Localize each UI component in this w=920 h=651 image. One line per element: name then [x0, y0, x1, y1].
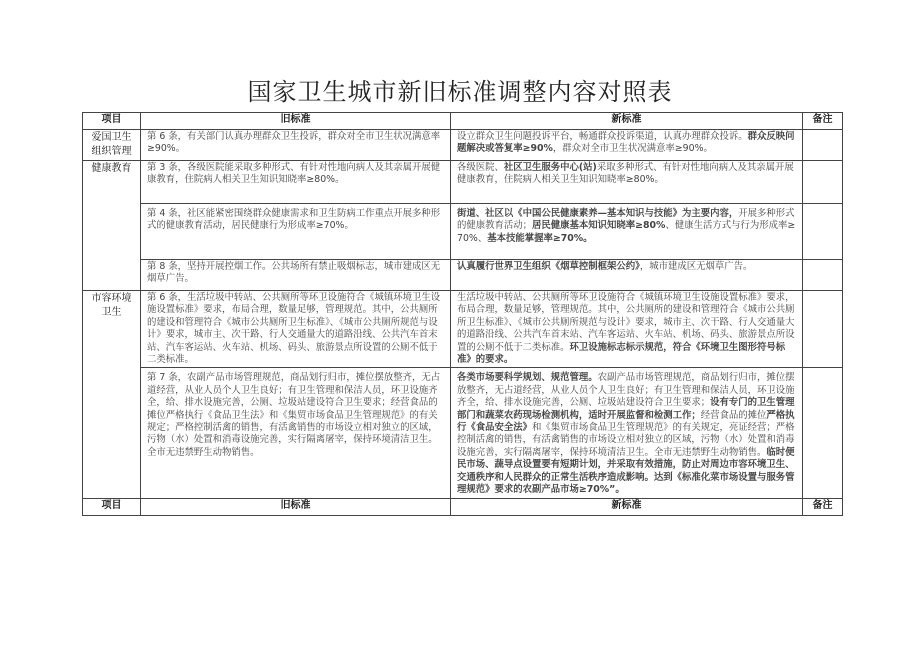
old-standard-cell: 第 8 条，坚持开展控烟工作。公共场所有禁止吸烟标志，城市建成区无烟草广告。	[141, 260, 451, 291]
footer-old: 旧标准	[141, 498, 451, 515]
note-cell	[803, 291, 843, 368]
table-row	[83, 291, 843, 368]
new-standard-cell: 设立群众卫生问题投诉平台，畅通群众投诉渠道，认真办理群众投诉。群众反映问题解决或答复率≥90%，群众对全市卫生状况满意率≥90%。	[451, 130, 803, 161]
header-project: 项目	[83, 113, 141, 130]
table-row	[83, 161, 843, 204]
note-cell	[803, 130, 843, 161]
project-cell: 市容环境卫生	[83, 291, 141, 499]
new-standard-cell: 生活垃圾中转站、公共厕所等环卫设施符合《城镇环境卫生设施设置标准》要求，布局合理，数量足够，管理规范。其中，公共厕所的建设和管理符合《城市公共厕所卫生标准》、《城市公共厕所规范与设计》要求，城市主、次干路、行人交通量大的道路沿线、公共汽车首末站、汽车客运站、火车站、机场、码头、旅游景点所设置的公厕不低于二类标准。环卫设施标志标示规范，符合《环境卫生图形符号标准》的要求。	[451, 291, 803, 368]
table-row	[83, 204, 843, 260]
new-standard-cell: 各级医院、社区卫生服务中心(站)采取多种形式、有针对性地向病人及其亲属开展健康教育，住院病人相关卫生知识知晓率≥80%。	[451, 161, 803, 204]
table-row	[83, 260, 843, 291]
table-row	[83, 130, 843, 161]
footer-project: 项目	[83, 498, 141, 515]
header-old: 旧标准	[141, 113, 451, 130]
header-note: 备注	[803, 113, 843, 130]
project-cell: 爱国卫生组织管理	[83, 130, 141, 161]
old-standard-cell: 第 3 条，各级医院能采取多种形式、有针对性地向病人及其亲属开展健康教育，住院病人相关卫生知识知晓率≥80%。	[141, 161, 451, 204]
table-header-row	[83, 113, 843, 130]
project-cell: 健康教育	[83, 161, 141, 291]
note-cell	[803, 368, 843, 498]
note-cell	[803, 161, 843, 204]
old-standard-cell: 第 6 条，生活垃圾中转站、公共厕所等环卫设施符合《城镇环境卫生设施设置标准》要求，布局合理，数量足够，管理规范。其中，公共厕所的建设和管理符合《城市公共厕所卫生标准》、《城市公共厕所规范与设计》要求，城市主、次干路、行人交通量大的道路沿线、公共汽车首末站、汽车客运站、火车站、机场、码头、旅游景点所设置的公厕不低于二类标准。	[141, 291, 451, 368]
old-standard-cell: 第 7 条，农副产品市场管理规范，商品划行归市，摊位摆放整齐，无占道经营，从业人员个人卫生良好；有卫生管理和保洁人员，环卫设施齐全，给、排水设施完善，公厕、垃圾站建设符合卫生要求；经营食品的摊位严格执行《食品卫生法》和《集贸市场食品卫生管理规范》的有关规定；严格控制活禽的销售，有活禽销售的市场设立相对独立的区域，污物（水）处置和消毒设施完善，实行隔离屠宰，保持环境清洁卫生。全市无违禁野生动物销售。	[141, 368, 451, 498]
header-new: 新标准	[451, 113, 803, 130]
table-footer-row	[83, 498, 843, 515]
table-row	[83, 368, 843, 498]
old-standard-cell: 第 4 条，社区能紧密围绕群众健康需求和卫生防病工作重点开展多种形式的健康教育活动，居民健康行为形成率≥70%。	[141, 204, 451, 260]
new-standard-cell: 认真履行世界卫生组织《烟草控制框架公约》，城市建成区无烟草广告。	[451, 260, 803, 291]
new-standard-cell: 各类市场要科学规划、规范管理。农副产品市场管理规范，商品划行归市，摊位摆放整齐，无占道经营，从业人员个人卫生良好；有卫生管理和保洁人员，环卫设施齐全，给、排水设施完善，公厕、垃圾站建设符合卫生要求；设有专门的卫生管理部门和蔬菜农药现场检测机构，适时开展监督和检测工作；经营食品的摊位严格执行《食品安全法》和《集贸市场食品卫生管理规范》的有关规定，亮证经营；严格控制活禽的销售，有活禽销售的市场设立相对独立的区域，污物（水）处置和消毒设施完善，实行隔离屠宰，保持环境清洁卫生。全市无违禁野生动物销售。临时便民市场、蔬导点设置要有短期计划，并采取有效措施，防止对周边市容环境卫生、交通秩序和人民群众的正常生活秩序造成影响。达到《标准化菜市场设置与服务管理规范》要求的农副产品市场≥70%”。	[451, 368, 803, 498]
footer-note: 备注	[803, 498, 843, 515]
comparison-table	[82, 112, 843, 516]
note-cell	[803, 260, 843, 291]
note-cell	[803, 204, 843, 260]
new-standard-cell: 街道、社区以《中国公民健康素养—基本知识与技能》为主要内容，开展多种形式的健康教育活动；居民健康基本知识知晓率≥80%、健康生活方式与行为形成率≥70%、基本技能掌握率≥70%。	[451, 204, 803, 260]
old-standard-cell: 第 6 条，有关部门认真办理群众卫生投诉，群众对全市卫生状况满意率≥90%。	[141, 130, 451, 161]
footer-new: 新标准	[451, 498, 803, 515]
document-title: 国家卫生城市新旧标准调整内容对照表	[247, 78, 673, 106]
